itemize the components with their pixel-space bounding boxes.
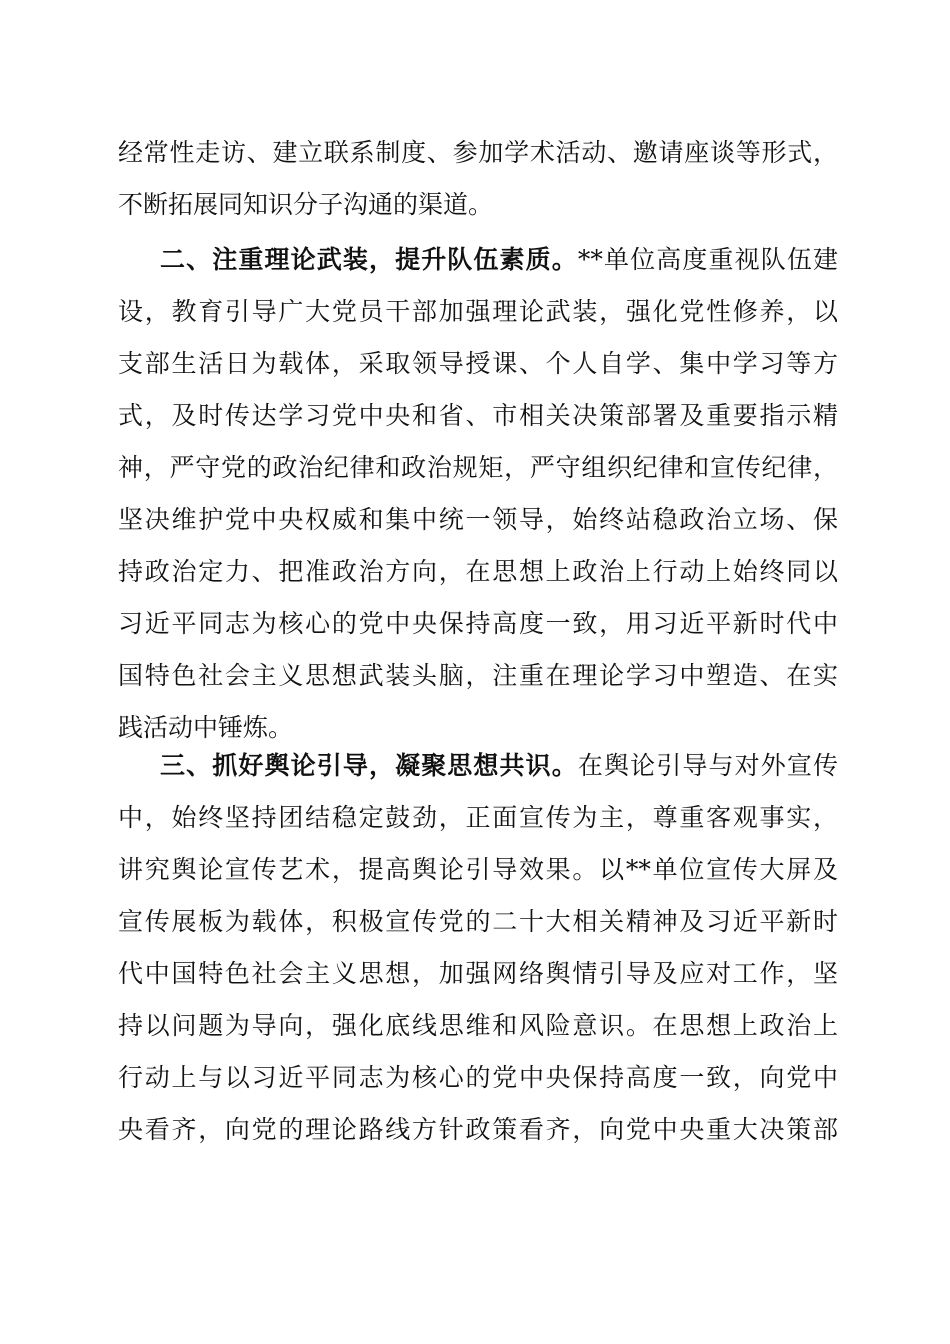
section-heading: 三、抓好舆论引导，凝聚思想共识。 <box>160 751 578 780</box>
paragraph-continuation <box>118 127 838 231</box>
text-line: 央看齐，向党的理论路线方针政策看齐，向党中央重大决策部 <box>118 1115 838 1144</box>
text-line: 神，严守党的政治纪律和政治规矩，严守组织纪律和宣传纪律， <box>118 453 838 482</box>
text-line: 持政治定力、把准政治方向，在思想上政治上行动上始终同以 <box>118 557 838 586</box>
text-line: 国特色社会主义思想武装头脑，注重在理论学习中塑造、在实 <box>118 661 838 690</box>
text-line: 代中国特色社会主义思想，加强网络舆情引导及应对工作，坚 <box>118 959 838 988</box>
text-line: 坚决维护党中央权威和集中统一领导，始终站稳政治立场、保 <box>118 505 838 534</box>
section-heading: 二、注重理论武装，提升队伍素质。 <box>160 245 578 274</box>
text-line: 支部生活日为载体，采取领导授课、个人自学、集中学习等方 <box>118 349 838 378</box>
text-line: 讲究舆论宣传艺术，提高舆论引导效果。以**单位宣传大屏及 <box>118 855 838 884</box>
text-span: **单位高度重视队伍建 <box>577 245 838 274</box>
paragraph-theory-armament <box>118 234 838 754</box>
text-span: 在舆论引导与对外宣传 <box>577 751 838 780</box>
text-line: 不断拓展同知识分子沟通的渠道。 <box>118 190 494 219</box>
text-line: 习近平同志为核心的党中央保持高度一致，用习近平新时代中 <box>118 609 838 638</box>
text-line: 经常性走访、建立联系制度、参加学术活动、邀请座谈等形式， <box>118 138 838 167</box>
text-line: 宣传展板为载体，积极宣传党的二十大相关精神及习近平新时 <box>118 907 838 936</box>
text-line: 践活动中锤炼。 <box>118 713 294 742</box>
paragraph-public-opinion <box>118 740 838 1156</box>
text-line: 中，始终坚持团结稳定鼓劲，正面宣传为主，尊重客观事实， <box>118 803 838 832</box>
text-line: 设，教育引导广大党员干部加强理论武装，强化党性修养，以 <box>118 297 838 326</box>
text-line: 式，及时传达学习党中央和省、市相关决策部署及重要指示精 <box>118 401 838 430</box>
text-line: 行动上与以习近平同志为核心的党中央保持高度一致，向党中 <box>118 1063 838 1092</box>
text-line: 持以问题为导向，强化底线思维和风险意识。在思想上政治上 <box>118 1011 838 1040</box>
paragraph-first-line <box>118 740 838 792</box>
paragraph-first-line <box>118 234 838 286</box>
